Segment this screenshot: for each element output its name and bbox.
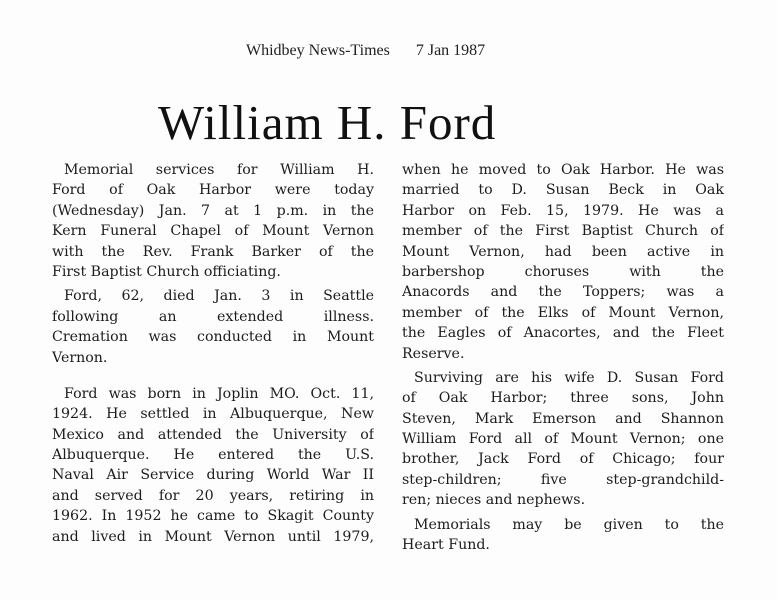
publication-name: Whidbey News-Times: [246, 42, 390, 59]
text-line: step-children; five step-grandchild-: [402, 471, 724, 488]
text-line: Memorials may be given to the: [414, 516, 724, 533]
paragraph-memorial-services: [52, 160, 374, 282]
paragraph-survivors: [402, 368, 724, 511]
text-line: William Ford all of Mount Vernon; one: [402, 431, 724, 448]
paragraph-gap: [52, 372, 374, 384]
text-line: and served for 20 years, retiring in: [52, 487, 374, 504]
text-line: Vernon.: [52, 349, 108, 366]
text-line: of Oak Harbor; three sons, John: [402, 390, 724, 407]
text-line: Albuquerque. He entered the U.S.: [52, 447, 374, 464]
text-line: member of the Elks of Mount Vernon,: [402, 304, 724, 321]
text-line: brother, Jack Ford of Chicago; four: [402, 451, 724, 468]
text-line: First Baptist Church officiating.: [52, 263, 281, 280]
text-line: ren; nieces and nephews.: [402, 492, 586, 509]
text-line: Steven, Mark Emerson and Shannon: [402, 410, 724, 427]
publication-date: 7 Jan 1987: [415, 42, 486, 59]
text-line: the Eagles of Anacortes, and the Fleet: [402, 325, 724, 342]
text-line: Ford of Oak Harbor were today: [52, 182, 374, 199]
paragraph-memorials: [402, 515, 724, 556]
text-line: Ford, 62, died Jan. 3 in Seattle: [64, 288, 374, 305]
text-line: Mexico and attended the University of: [52, 426, 374, 443]
text-line: Harbor on Feb. 15, 1979. He was a: [402, 202, 724, 219]
text-line: Cremation was conducted in Mount: [52, 329, 374, 346]
text-line: Mount Vernon, had been active in: [402, 243, 724, 260]
right-column: [402, 160, 724, 559]
text-line: Surviving are his wife D. Susan Ford: [414, 369, 724, 386]
left-column: [52, 160, 374, 551]
text-line: 1962. In 1952 he came to Skagit County: [52, 508, 374, 525]
text-line: Anacords and the Toppers; was a: [402, 284, 724, 301]
paragraph-biography-continued: [402, 160, 724, 364]
text-line: Reserve.: [402, 345, 465, 362]
source-line: [246, 42, 485, 60]
text-line: Heart Fund.: [402, 537, 490, 554]
text-line: following an extended illness.: [52, 308, 374, 325]
text-line: Ford was born in Joplin MO. Oct. 11,: [64, 385, 374, 402]
paragraph-death: [52, 286, 374, 368]
text-line: barbershop choruses with the: [402, 263, 724, 280]
text-line: (Wednesday) Jan. 7 at 1 p.m. in the: [52, 202, 374, 219]
text-line: Memorial services for William H.: [64, 162, 374, 178]
paragraph-biography: [52, 384, 374, 547]
text-line: member of the First Baptist Church of: [402, 223, 724, 240]
text-line: and lived in Mount Vernon until 1979,: [52, 528, 374, 545]
obituary-headline: William H. Ford: [158, 95, 497, 150]
text-line: Naval Air Service during World War II: [52, 467, 374, 484]
text-line: married to D. Susan Beck in Oak: [402, 182, 724, 199]
text-line: when he moved to Oak Harbor. He was: [402, 162, 724, 178]
text-line: with the Rev. Frank Barker of the: [52, 243, 374, 260]
text-line: 1924. He settled in Albuquerque, New: [52, 406, 374, 423]
text-line: Kern Funeral Chapel of Mount Vernon: [52, 223, 374, 240]
